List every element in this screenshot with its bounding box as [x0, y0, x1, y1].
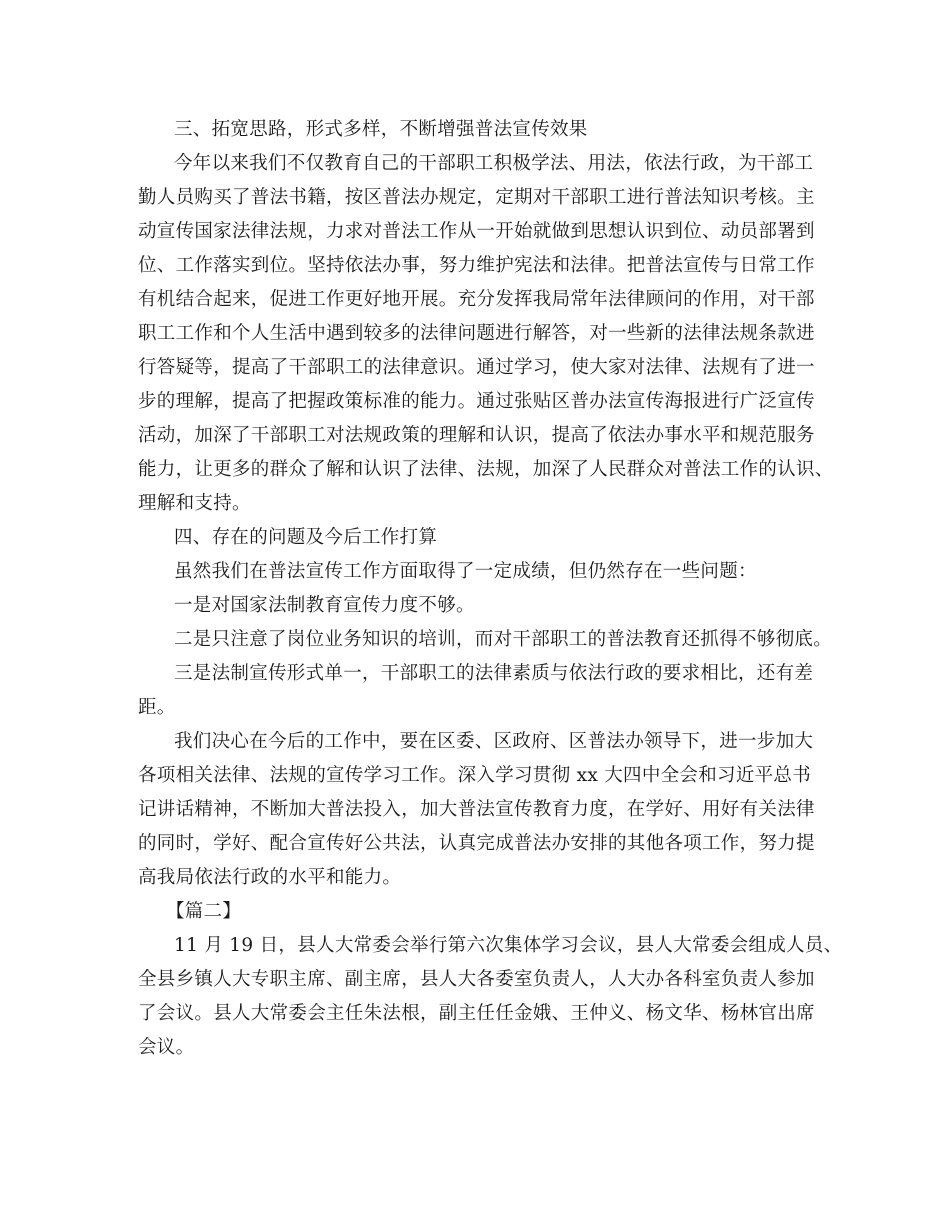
- paragraph-line: 会议。: [138, 1037, 195, 1058]
- paragraph-line: 能力，让更多的群众了解和认识了法律、法规，加深了人民群众对普法工作的认识、: [138, 459, 834, 480]
- paragraph-line: 记讲话精神，不断加大普法投入，加大普法宣传教育力度，在学好、用好有关法律: [138, 799, 815, 820]
- section-heading-4: 四、存在的问题及今后工作打算: [174, 527, 438, 548]
- paragraph-line: 今年以来我们不仅教育自己的干部职工积极学法、用法，依法行政，为干部工: [174, 153, 814, 174]
- paragraph-line: 11 月 19 日，县人大常委会举行第六次集体学习会议，县人大常委会组成人员、: [174, 935, 843, 956]
- paragraph-line: 一是对国家法制教育宣传力度不够。: [174, 595, 475, 616]
- paragraph-line: 高我局依法行政的水平和能力。: [138, 867, 402, 888]
- paragraph-line: 步的理解，提高了把握政策标准的能力。通过张贴区普办法宣传海报进行广泛宣传: [138, 391, 815, 412]
- paragraph-line: 了会议。县人大常委会主任朱法根，副主任任金娥、王仲义、杨文华、杨林官出席: [138, 1003, 815, 1024]
- paragraph-line: 活动，加深了干部职工对法规政策的理解和认识，提高了依法办事水平和规范服务: [138, 425, 815, 446]
- paragraph-line: 动宣传国家法律法规，力求对普法工作从一开始就做到思想认识到位、动员部署到: [138, 221, 815, 242]
- paragraph-line: 各项相关法律、法规的宣传学习工作。深入学习贯彻 xx 大四中全会和习近平总书: [138, 765, 812, 786]
- paragraph-line: 的同时，学好、配合宣传好公共法，认真完成普法办安排的其他各项工作，努力提: [138, 833, 815, 854]
- paragraph-line: 三是法制宣传形式单一，干部职工的法律素质与依法行政的要求相比，还有差: [174, 663, 814, 684]
- paragraph-line: 有机结合起来，促进工作更好地开展。充分发挥我局常年法律顾问的作用，对干部: [138, 289, 815, 310]
- paragraph-line: 全县乡镇人大专职主席、副主席，县人大各委室负责人，人大办各科室负责人参加: [138, 969, 815, 990]
- paragraph-line: 勤人员购买了普法书籍，按区普法办规定，定期对干部职工进行普法知识考核。主: [138, 187, 815, 208]
- paragraph-line: 位、工作落实到位。坚持依法办事，努力维护宪法和法律。把普法宣传与日常工作: [138, 255, 815, 276]
- paragraph-line: 理解和支持。: [138, 493, 251, 514]
- paragraph-line: 我们决心在今后的工作中，要在区委、区政府、区普法办领导下，进一步加大: [174, 731, 814, 752]
- paragraph-line: 距。: [138, 697, 176, 718]
- paragraph-line: 行答疑等，提高了干部职工的法律意识。通过学习，使大家对法律、法规有了进一: [138, 357, 815, 378]
- paragraph-line: 二是只注意了岗位业务知识的培训，而对干部职工的普法教育还抓得不够彻底。: [174, 629, 833, 650]
- paragraph-line: 虽然我们在普法宣传工作方面取得了一定成绩，但仍然存在一些问题：: [174, 561, 757, 582]
- section-heading-3: 三、拓宽思路，形式多样，不断增强普法宣传效果: [174, 119, 588, 140]
- paragraph-line: 职工工作和个人生活中遇到较多的法律问题进行解答，对一些新的法律法规条款进: [138, 323, 815, 344]
- part-heading: 【篇二】: [166, 901, 242, 922]
